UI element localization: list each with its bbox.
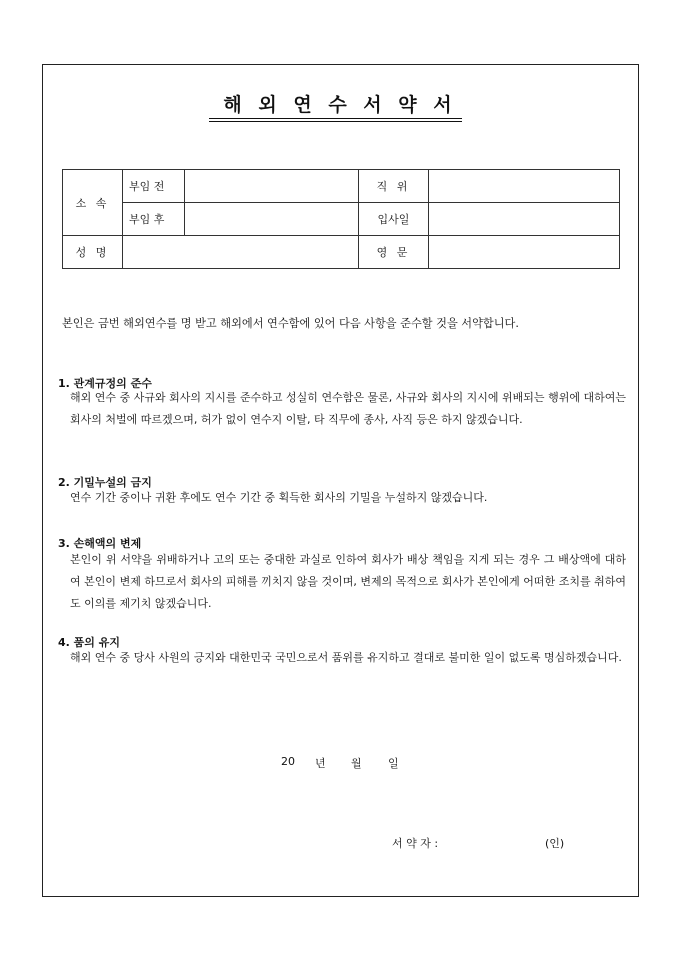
position-field[interactable] xyxy=(429,170,620,203)
date-year-unit: 년 xyxy=(315,757,326,770)
date-month-unit: 월 xyxy=(351,757,362,770)
section-4-body: 해외 연수 중 당사 사원의 긍지와 대한민국 국민으로서 품위를 유지하고 결대로 불미한 일이 없도록 명심하겠습니다. xyxy=(70,651,622,664)
document-title: 해 외 연 수 서 약 서 xyxy=(223,94,457,116)
section-4-heading: 4. 품의 유지 xyxy=(58,636,120,649)
section-2-heading: 2. 기밀누설의 금지 xyxy=(58,476,152,489)
signer-label: 서 약 자 : xyxy=(392,837,439,850)
name-field[interactable] xyxy=(123,236,359,269)
name-label: 성 명 xyxy=(63,236,123,269)
after-label: 부임 후 xyxy=(123,203,185,236)
english-field[interactable] xyxy=(429,236,620,269)
section-3-heading: 3. 손해액의 변제 xyxy=(58,537,142,550)
info-table xyxy=(62,169,620,269)
seal-mark: (인) xyxy=(545,837,565,850)
date-day-unit: 일 xyxy=(388,757,399,770)
after-field[interactable] xyxy=(185,203,359,236)
title-underline-double xyxy=(209,121,462,122)
section-1-body: 해외 연수 중 사규와 회사의 지시를 준수하고 성실히 연수함은 물론, 사규와 회사의 지시에 위배되는 행위에 대하여는 회사의 처벌에 따르겠으며, 허가 없이 연수지 이탈, 타 직무에 종사, 사직 등은 하지 않겠습니다. xyxy=(70,391,626,426)
section-2-body: 연수 기간 중이나 귀환 후에도 연수 기간 중 획득한 회사의 기밀을 누설하지 않겠습니다. xyxy=(70,491,488,504)
intro-text: 본인은 금번 해외연수를 명 받고 해외에서 연수함에 있어 다음 사항을 준수할 것을 서약합니다. xyxy=(62,317,519,330)
title-underline xyxy=(209,118,462,119)
date-year: 20 xyxy=(281,755,295,768)
affiliation-label: 소 속 xyxy=(63,170,123,236)
hire-date-field[interactable] xyxy=(429,203,620,236)
hire-date-label: 입사일 xyxy=(359,203,429,236)
section-1-heading: 1. 관계규정의 준수 xyxy=(58,377,152,390)
position-label: 직 위 xyxy=(359,170,429,203)
before-label: 부임 전 xyxy=(123,170,185,203)
before-field[interactable] xyxy=(185,170,359,203)
section-3-body: 본인이 위 서약을 위배하거나 고의 또는 중대한 과실로 인하여 회사가 배상 책임을 지게 되는 경우 그 배상액에 대하여 본인이 변제 하므로서 회사의 피해를 끼치지 않을 것이며, 변제의 목적으로 회사가 본인에게 어떠한 조치를 취하여도 이의를 제기치 않겠습니다. xyxy=(70,553,626,610)
english-label: 영 문 xyxy=(359,236,429,269)
